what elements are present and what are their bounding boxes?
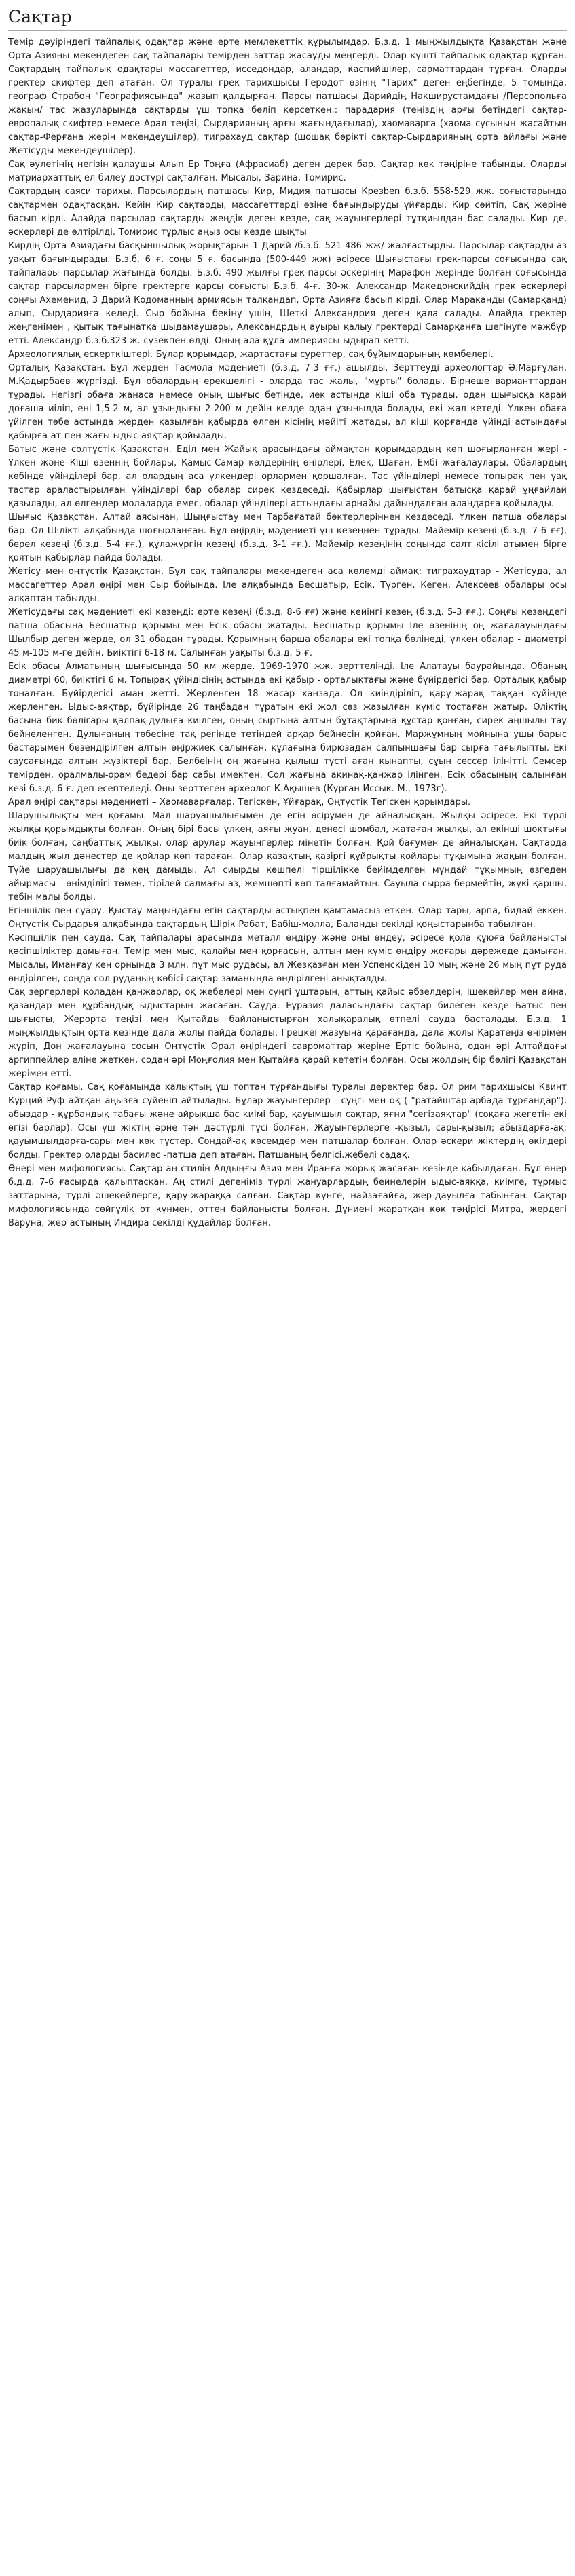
paragraph: Археологиялық ескерткіштері. Бұлар қорымдар, жартастағы суреттер, сақ бұйымдарының көмбелері. [8,349,494,360]
paragraph: Шығыс Қазақстан. Алтай аясынан, Шыңғыстау мен Тарбағатай бөктерлеріннен кездеседі. Үлкен патша обалары бар. Ол Шілікті алқабында шоғырланған. Бұл өңірдің мәдениеті үш кезеңнен тұрады. Майемір кезеңі (б.з.д. 7-6 ғғ), берел кезеңі (б.з.д. 5-4 ғғ.), құлажүргін кезеңі (б.з.д. 3-1 ғғ.). Майемір кезеңінің соңында салт кісілі атымен бірге қоятын қабырлар пайда болады. [8,512,567,563]
paragraph: Сақтар қоғамы. Сақ қоғамында халықтың үш топтан тұрғандығы туралы деректер бар. Ол рим тарихшысы Квинт Курций Руф айтқан аңызға сүйеніп айтылады. Бұлар жауынгерлер - сүңгі мен оқ ( "ратайштар-арбада тұрғандар"), абыздар - құрбандық табағы және айрықша бас киімі бар, қауымшыл сақтар, яғни "сегізаяқтар" (соқаға жегетін екі өгізі барлар). Осы үш жіктің әрне тән дәстүрлі түсі болған. Жауынгерлерге -қызыл, сары-қызыл; абыздарға-ақ; қауымшылдарға-сары мен көк түстер. Сондай-ақ көсемдер мен патшалар болған. Олар әскери жіктердің өкілдері болды. Гректер оларды басилес -патша деп атаған. Патшаның белгісі.жебелі садақ. [8,1082,567,1160]
paragraph: Кирдің Орта Азиядағы басқыншылық жорықтарын 1 Дарий /б.з.б. 521-486 жж/ жалғастырды. Парсылар сақтарды аз уақыт бағындырады. Б.з.б. 6 ғ. соңы 5 ғ. басында (500-449 жж) әсіресе Шығыстағы грек-парсы соғысында сақ тайпалары парсылар жағында болды. Б.з.б. 490 жылғы грек-парсы әскерінің Марафон жерінде болған соғысында сақтар парсылармен бірге гректерге қарсы соғысты Б.з.б. 4-ғ. 30-ж. Александр Македонскийдің грек әскерлері соңғы Ахеменид, 3 Дарий Кодоманның армиясын талқандап, Орта Азияға басып кірді. Олар Мараканды (Самарқанд) алып, Сырдарияға келеді. Сыр бойына бекіну үшін, Шеткі Александрия деген қала салады. Алайда гректер жеңгенімен , қытық тағынатқа шыдамаушары, Александрдың ауыры қалыу гректерді Самарқанға шегінуге мәжбүр етті. Александр б.з.б.323 ж. сүзекпен өлді. Оның ала-құла империясы ыдырап кетті. [8,241,567,346]
paragraph: Темір дәуіріндегі тайпалық одақтар және ерте мемлекеттік құрылымдар. Б.з.д. 1 мыңжылдықта Қазақстан және Орта Азияны мекендеген сақ тайпалары темірден заттар жасауды меңгерді. Олар күшті тайпалық одақтар құрған. Сақтардың тайпалық одақтары массагеттер, исседондар, аландар, каспийшілер, сарматтардан тұрған. Оларды гректер скифтер деп атаған. Ол туралы грек тарихшысы Геродот өзінің "Тарих" деген еңбегінде, 5 томында, географ Страбон "Географиясында" жазып қалдырған. Парсы патшасы Дарийдің Накширустамдағы /Персопольға жақын/ тас жазуларында сақтарды үш топқа бөліп көрсеткен.: парадария (теңіздің арғы бетіндегі сақтар-европалық скифтер немесе Арал теңізі, Сырдарияның арғы жағындағылар), хаомаварга (хаома сусынын жасайтын сақтар-Ферғана жерін мекендеушілер), тиграхауд сақтар (шошақ бөрікті сақтар-Сырдарияның орта айлағы және Жетісуды мекендеушілер). [8,37,567,156]
article-page [0,0,575,1238]
paragraph: Сақ әулетінің негізін қалаушы Алып Ер Тоңға (Афрасиаб) деген дерек бар. Сақтар көк тәңіріне табынды. Оларды матриархаттық ел билеу дәстүрі сақталған. Мысалы, Зарина, Томирис. [8,159,567,183]
paragraph: Өнері мен мифологиясы. Сақтар аң стилін Алдыңғы Азия мен Иранға жорық жасаған кезінде қабылдаған. Бұл өнер б.д.д. 7-6 ғасырда қалыптасқан. Аң стилі дегеніміз түрлі жануарлардың бейнелерін ыдыс-аяққа, киімге, тұрмыс заттарына, түрлі әшекейлерге, қару-жараққа салған. Сақтар күнге, найзағайға, жер-дауылға табынған. Сақтар мифологиясында сөйгүлік от күнмен, оттен байланысты болған. Дүниені жаратқан көк тәңірісі Митра, жердегі Варуна, жер астының Индира секілді құдайлар болған. [8,1164,567,1228]
paragraph: Орталық Қазақстан. Бұл жерден Тасмола мәдениеті (б.з.д. 7-3 ғғ.) ашылды. Зерттеуді археологтар Ә.Марғұлан, М.Қадырбаев жүргізді. Бұл обалардың ерекшелігі - оларда тас жалы, "мұрты" болады. Бірнеше варианттардан тұрады. Негізгі обаға жанаса немесе оның шығыс бетінде, иек астында кіші оба тұрады, одан шығысқа қарай доғаша иіліп, ені 1,5-2 м, ал ұзындығы 2-200 м дейін келде одан ұзынылда болады, екі жал кетеді. Үлкен обаға үйілген төбе астында жерден қазылған қабырда өлген кісінің мәйіті жатады, ал кіші қорғанда үйінді астындағы қабырға ат пен жағы ыдыс-аяқтар қойылады. [8,363,567,441]
page-title: Сақтар [8,7,567,31]
paragraph: Сақ зергерлері қоладан қанжарлар, оқ жебелері мен сүңгі ұштарын, аттың қайыс әбзелдерін, ішекейлер мен айна, қазандар мен құрбандық ыдыстарын жасаған. Сауда. Еуразия даласындағы сақтар билеген кезде Батыс пен шығысты, Жерорта теңізі мен Қытайды байланыстырған халықаралық өтпелі сауда басталады. Б.з.д. 1 мыңжылдықтың орта кезінде дала жолы пайда болады. Грецкеі жазуына қарағанда, дала жолы Қаратеңіз өңірімен жүріп, Дон жағалауына сосын Оңтүстік Орал өңіріндегі савроматтар жеріне Ертіс бойына, одан әрі Алтайдағы аргиппейлер еліне жеткен, содан әрі Моңғолия мен Қытайға қарай кететін болған. Осы жолдың бір бөлігі Қазақстан жерімен етті. [8,987,567,1079]
paragraph: Батыс және солтүстік Қазақстан. Еділ мен Жайық арасындағы аймақтан қорымдардың көп шоғырланған жері - Үлкен және Кіші өзеннің бойлары, Қамыс-Самар көлдерінің өңірлері, Елек, Шаған, Ембі жағалаулары. Обалардың көбінде үйінділері бар, ал олардың аса үлкендері орлармен қоршалған. Тас үйінділері немесе топырақ пен үақ тастар араластырылған үйінділері бар обалар сирек кездеседі. Қабырлар шығыстан батысқа қарай ұңғайлай қазылады, ал өлгендер молаларда емес, обалар үйінділері астындағы арнайы дайындалған алаңдарға қойылады. [8,444,567,509]
paragraph: Шарушылықты мен қоғамы. Мал шаруашылығымен де егін өсірумен де айналысқан. Жылқы әсіресе. Екі түрлі жылқы қорымдықты болған. Оның бірі басы үлкен, аяғы жуан, денесі шомбал, жатаған жылқы, ал екінші шоқтығы биік болған, саңбаттық жылқы, олар арулар жауынгерлер мінетін болған. Қой бағумен де айналысқан. Сақтарда малдың жыл дәнестер де қойлар көп тараған. Олар қазақтың қазіргі құйрықты қойлары тұқымына жақын болған. Түйе шаруашылығы да кең дамыды. Ал сиырды көшпелі тіршілікке бейімделген мүндай тұқымның өзгеден айырмасы - өнімділігі төмен, тірілей салмағы аз, жемшөпті көп талғамайтын. Сауыла сырра бермейтін, жүкі қаршы, тебін малы болды. [8,811,567,903]
paragraph: Арал өңірі сақтары мәдениеті – Хаомаварғалар. Тегіскен, Ұйғарақ, Оңтүстік Тегіскен қорымдары. [8,797,471,808]
paragraph: Егіншілік пен суару. Қыстау маңындағы егін сақтарды астықпен қамтамасыз еткен. Олар тары, арпа, бидай еккен. Оңтүстік Сырдарья алқабында сақтардың Шірік Рабат, Бабіш-молла, Баланды секілді қоңыстарынба табылған. [8,906,567,930]
paragraph: Жетісудағы сақ мәдениеті екі кезеңді: ерте кезеңі (б.з.д. 8-6 ғғ) және кейінгі кезең (б.з.д. 5-3 ғғ.). Соңғы кезеңдегі патша обасына Бесшатыр қорымы мен Есік обасы жатады. Бесшатыр қорымы Іле өзенінің оң жағалауындағы Шылбыр деген жерде, ол 31 обадан тұрады. Қорымның барша обалары екі топқа бөлінеді, үлкен обалар - диаметрі 45 м-105 м-ге дейін. Биіктігі 6-18 м. Салынған уақыты б.з.д. 5 ғ. [8,607,567,658]
paragraph: Есік обасы Алматының шығысында 50 км жерде. 1969-1970 жж. зерттелінді. Іле Алатауы баурайында. Обаның диаметрі 60, биіктігі 6 м. Топырақ үйіндісінің астында екі қабыр - орталықтағы және бүйірдегісі бар. Орталық қабыр тоналған. Бүйірдегісі аман жетті. Жерленген 18 жасар ханзада. Ол киіндіріліп, қару-жарақ таққан күйінде жерленген. Ыдыс-аяқтар, бүйірінде 26 таңбадан тұратын екі жол сөз жазылған күміс тостаған жатыр. Өліктің басына бик бөлігары қалпақ-дулыға киілген, оның сыртына алтын бұтақтарына құстар қонған, сирек аңшылы тау бейнеленген. Дулығаның төбесіне тақ регінде тетіндей арқар бейнесін қойған. Маржұмның мойнына ушы барыс бастарымен безендірілген алтын өңіржиек салынған, құлағына бирюзадан салпыншағы бар сырға тағылыпты. Екі саусағында алтын жүзіктері бар. Белбеінің оң жағына қылыш түсті аған қынапты, сұын сессер ілінітті. Семсер темірден, оралмалы-орам бедері бар сабы имектен. Сол жағына ақинақ-қанжар ілінген. Есік обасының салынған кезі б.з.д. 6 ғ. деп есептеледі. Оны зерттеген археолог К.Ақышев (Курган Иссык. М., 1973г). [8,662,567,794]
paragraph: Сақтардың саяси тарихы. Парсылардың патшасы Кир, Мидия патшасы Крезben б.з.б. 558-529 жж. соғыстарында сақтармен одақтасқан. Кейін Кир сақтарды, массагеттерді өзіне бағындыруды үйғарды. Кир сөйтіп, Сақ жеріне басып кірді. Алайда парсылар сақтарды жеңдік деген кезде, сақ жауынгерлері тұтқиылдан бас салады. Кир де, әскерлері де өлтірілді. Томирис тұрлыс аңыз осы кезде шықты [8,187,567,238]
paragraph: Кәсіпшілік пен сауда. Сақ тайпалары арасында металл өңдіру және оны өндеу, әсіресе қола құюға байланысты кәсіпшіліктер дамыған. Темір мен мыс, қалайы мен қорғасын, алтын мен күміс өндіру жоғары дәрежеде дамыған. Мысалы, Иманғау кен орнында 3 млн. пұт мыс рудасы, ал Жезқазған мен Успенскіден 10 мың және 26 мың пұт руда өндірілген, сонда сол рудаңың көбісі сақтар заманында өндірілгені анықталды. [8,933,567,984]
paragraph: Жетісу мен оңтүстік Қазақстан. Бұл сақ тайпалары мекендеген аса көлемді аймақ: тиграхаудтар - Жетісуда, ал массагеттер Арал өңірі мен Сыр бойында. Іле алқабында Бесшатыр, Есік, Түрген, Кеген, Алексеев обалары осы алқаптан табылды. [8,567,567,604]
article-body [8,36,567,1230]
